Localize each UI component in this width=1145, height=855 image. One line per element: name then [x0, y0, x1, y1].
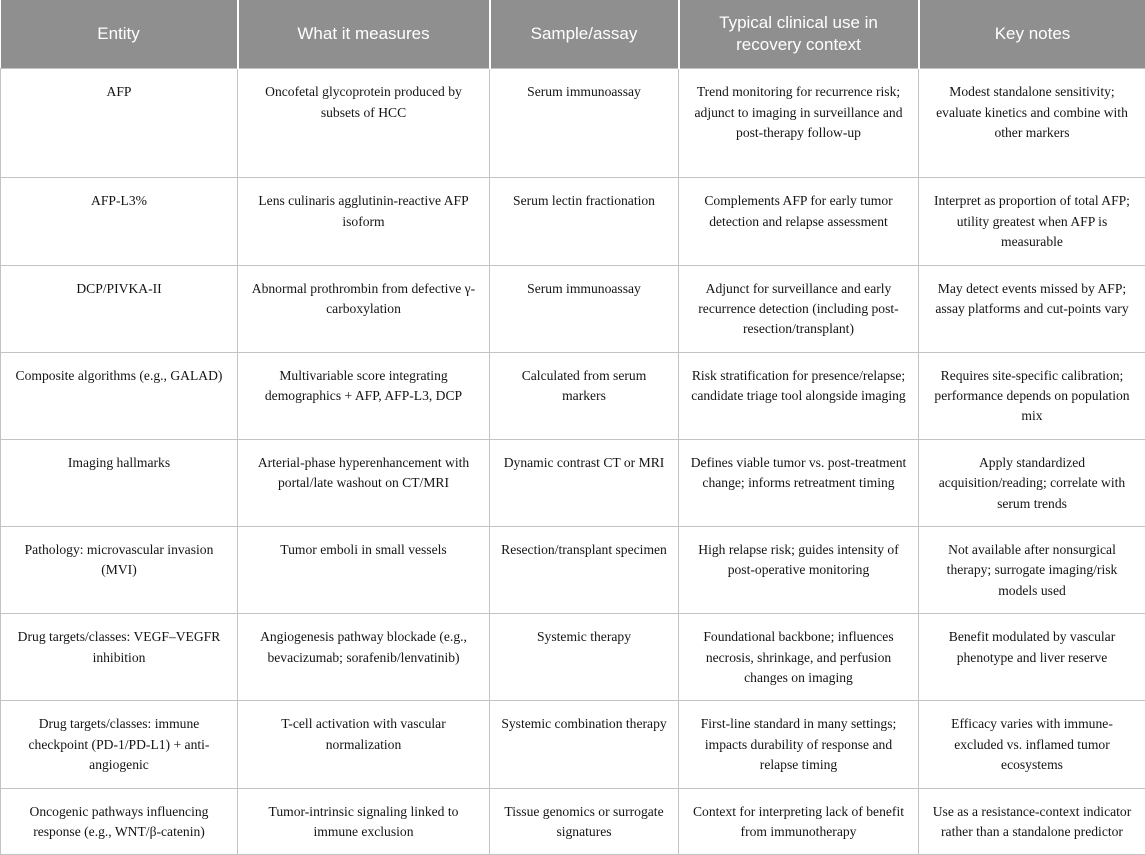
table-cell: First-line standard in many settings; impacts durability of response and relapse timing [679, 701, 919, 788]
table-row [1, 69, 1145, 178]
table-cell: Systemic therapy [490, 614, 679, 701]
table-cell: Composite algorithms (e.g., GALAD) [1, 352, 238, 439]
table-cell: Dynamic contrast CT or MRI [490, 439, 679, 526]
table-row [1, 178, 1145, 265]
table-cell: Context for interpreting lack of benefit from immunotherapy [679, 788, 919, 855]
table-cell: Imaging hallmarks [1, 439, 238, 526]
table-cell: Not available after nonsurgical therapy; surrogate imaging/risk models used [919, 527, 1145, 614]
table-cell: Efficacy varies with immune-excluded vs. inflamed tumor ecosystems [919, 701, 1145, 788]
table-cell: Oncofetal glycoprotein produced by subsets of HCC [238, 69, 490, 178]
table-row [1, 439, 1145, 526]
table-cell: AFP [1, 69, 238, 178]
table-cell: Tumor emboli in small vessels [238, 527, 490, 614]
table-cell: May detect events missed by AFP; assay platforms and cut-points vary [919, 265, 1145, 352]
table-cell: Serum immunoassay [490, 265, 679, 352]
table-cell: High relapse risk; guides intensity of post-operative monitoring [679, 527, 919, 614]
table-cell: Abnormal prothrombin from defective γ-carboxylation [238, 265, 490, 352]
table-cell: AFP-L3% [1, 178, 238, 265]
table-cell: Apply standardized acquisition/reading; correlate with serum trends [919, 439, 1145, 526]
table-cell: Lens culinaris agglutinin-reactive AFP isoform [238, 178, 490, 265]
header-cell-sample-assay: Sample/assay [490, 0, 679, 69]
table-cell: Complements AFP for early tumor detection and relapse assessment [679, 178, 919, 265]
table-row [1, 701, 1145, 788]
header-cell-key-notes: Key notes [919, 0, 1145, 69]
table-cell: Drug targets/classes: immune checkpoint (PD-1/PD-L1) + anti-angiogenic [1, 701, 238, 788]
table-row [1, 265, 1145, 352]
table-row [1, 614, 1145, 701]
table-cell: Interpret as proportion of total AFP; utility greatest when AFP is measurable [919, 178, 1145, 265]
header-cell-clinical-use: Typical clinical use in recovery context [679, 0, 919, 69]
table-cell: Requires site-specific calibration; performance depends on population mix [919, 352, 1145, 439]
table-cell: Risk stratification for presence/relapse; candidate triage tool alongside imaging [679, 352, 919, 439]
table-cell: T-cell activation with vascular normalization [238, 701, 490, 788]
table-cell: Tumor-intrinsic signaling linked to immune exclusion [238, 788, 490, 855]
table-cell: Resection/transplant specimen [490, 527, 679, 614]
table-cell: Benefit modulated by vascular phenotype and liver reserve [919, 614, 1145, 701]
table-cell: Angiogenesis pathway blockade (e.g., bevacizumab; sorafenib/lenvatinib) [238, 614, 490, 701]
table-cell: Systemic combination therapy [490, 701, 679, 788]
table-cell: Arterial-phase hyperenhancement with portal/late washout on CT/MRI [238, 439, 490, 526]
table-cell: Oncogenic pathways influencing response (e.g., WNT/β-catenin) [1, 788, 238, 855]
table-row [1, 788, 1145, 855]
table-cell: Calculated from serum markers [490, 352, 679, 439]
table-body [1, 69, 1145, 855]
table-cell: Serum immunoassay [490, 69, 679, 178]
table-header [1, 0, 1145, 69]
table-cell: Serum lectin fractionation [490, 178, 679, 265]
table-cell: Modest standalone sensitivity; evaluate kinetics and combine with other markers [919, 69, 1145, 178]
table-row [1, 527, 1145, 614]
table-cell: DCP/PIVKA-II [1, 265, 238, 352]
table-cell: Pathology: microvascular invasion (MVI) [1, 527, 238, 614]
header-cell-what-it-measures: What it measures [238, 0, 490, 69]
table-header-row [1, 0, 1145, 69]
table-cell: Use as a resistance-context indicator rather than a standalone predictor [919, 788, 1145, 855]
table-row [1, 352, 1145, 439]
table-cell: Drug targets/classes: VEGF–VEGFR inhibition [1, 614, 238, 701]
table-cell: Defines viable tumor vs. post-treatment change; informs retreatment timing [679, 439, 919, 526]
table-cell: Trend monitoring for recurrence risk; adjunct to imaging in surveillance and post-therapy follow-up [679, 69, 919, 178]
table-cell: Multivariable score integrating demographics + AFP, AFP-L3, DCP [238, 352, 490, 439]
header-cell-entity: Entity [1, 0, 238, 69]
table-cell: Foundational backbone; influences necrosis, shrinkage, and perfusion changes on imaging [679, 614, 919, 701]
table-cell: Adjunct for surveillance and early recurrence detection (including post-resection/transplant) [679, 265, 919, 352]
table-cell: Tissue genomics or surrogate signatures [490, 788, 679, 855]
